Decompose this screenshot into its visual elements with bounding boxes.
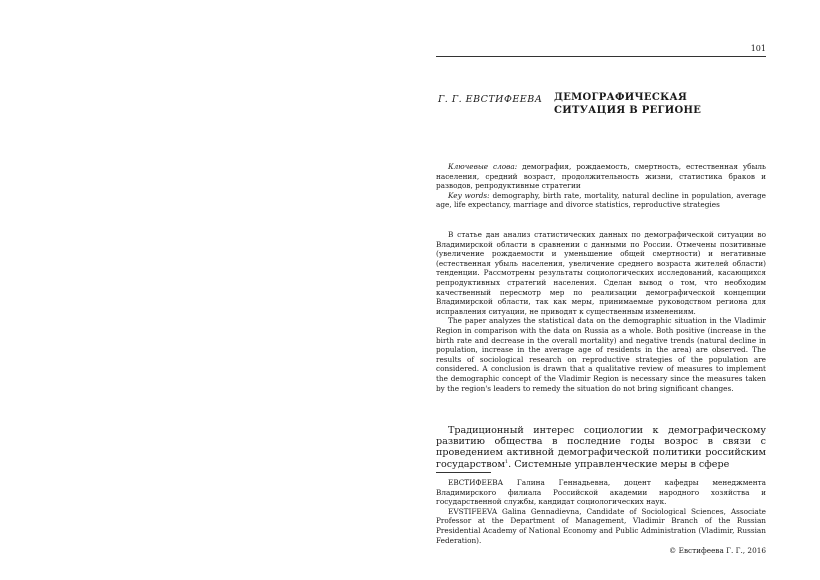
keywords-en-label: Key words: — [448, 190, 490, 200]
header-rule — [436, 56, 766, 57]
keywords-ru — [436, 162, 766, 191]
article-title — [554, 91, 701, 117]
author-note-en — [436, 507, 766, 545]
keywords-en-text: demography, birth rate, mortality, natural decline in population, average age, life expectancy, marriage and divorce statistics, reproductive strategies — [436, 190, 766, 210]
title-line-1: ДЕМОГРАФИЧЕСКАЯ — [554, 92, 688, 103]
keywords-ru-label: Ключевые слова: — [448, 162, 518, 171]
body-text-start: Традиционный интерес социологии к демографическому развитию общества в последние годы возрос в связи с проведением активной демографической политики российским государством — [436, 425, 766, 470]
author-note-ru-name: ЕВСТИФЕЕВА Галина Геннадьевна, — [448, 478, 611, 487]
keywords-block — [436, 162, 766, 210]
body-text — [436, 425, 766, 470]
title-line-2: СИТУАЦИЯ В РЕГИОНЕ — [554, 105, 702, 116]
keywords-en — [436, 191, 766, 210]
keywords-ru-text: демография, рождаемость, смертность, естественная убыль населения, средний возраст, продолжительность жизни, статистика браков и разводов, репродуктивные стратегии — [436, 162, 766, 191]
abstract-ru: В статье дан анализ статистических данных по демографической ситуации во Владимирской области в сравнении с данными по России. Отмечены позитивные (увеличение рождаемости и уменьшение общей смертности) и негативные (естественная убыль населения, увеличение среднего возраста жителей области) тенденции. Рассмотрены результаты социологических исследований, касающихся репродуктивных стратегий населения. Сделан вывод о том, что необходим качественный пересмотр мер по реализации демографической концепции Владимирской области, так как меры, принимаемые руководством региона для исправления ситуации, не приводят к существенным изменениям. — [436, 230, 766, 316]
copyright: © Евстифеева Г. Г., 2016 — [669, 546, 766, 555]
body-paragraph — [436, 425, 766, 470]
author-note-en-name: EVSTIFEEVA Galina Gennadievna, — [448, 506, 582, 516]
abstract-en: The paper analyzes the statistical data on the demographic situation in the Vladimir Region in comparison with the data on Russia as a whole. Both positive (increase in the birth rate and decrease in the overall mortality) and negative trends (natural decline in population, increase in the average age of residents in the area) are observed. The results of sociological research on reproductive strategies of the population are considered. A conclusion is drawn that a qualitative review of measures to implement the demographic concept of the Vladimir Region is necessary since the measures taken by the region's leaders to remedy the situation do not bring significant changes. — [436, 316, 766, 393]
author-note-ru — [436, 478, 766, 507]
footnote-separator — [436, 472, 491, 473]
body-text-end: . Системные управленческие меры в сфере — [508, 458, 730, 470]
author-note-ru-text: доцент кафедры менеджмента Владимирского филиала Российской академии народного хозяйства и государственной службы, кандидат социологических наук. — [436, 478, 766, 507]
page-number: 101 — [750, 44, 766, 53]
author-note-en-text: Candidate of Sociological Sciences, Associate Professor at the Department of Management, Vladimir Branch of the Russian Presidential Academy of National Economy and Public Administration (Vladimir, Russian Federation). — [436, 506, 766, 545]
abstract-block — [436, 230, 766, 393]
author-notes — [436, 478, 766, 545]
footnote-ref: 1 — [504, 458, 509, 465]
article-author: Г. Г. ЕВСТИФЕЕВА — [438, 94, 543, 105]
